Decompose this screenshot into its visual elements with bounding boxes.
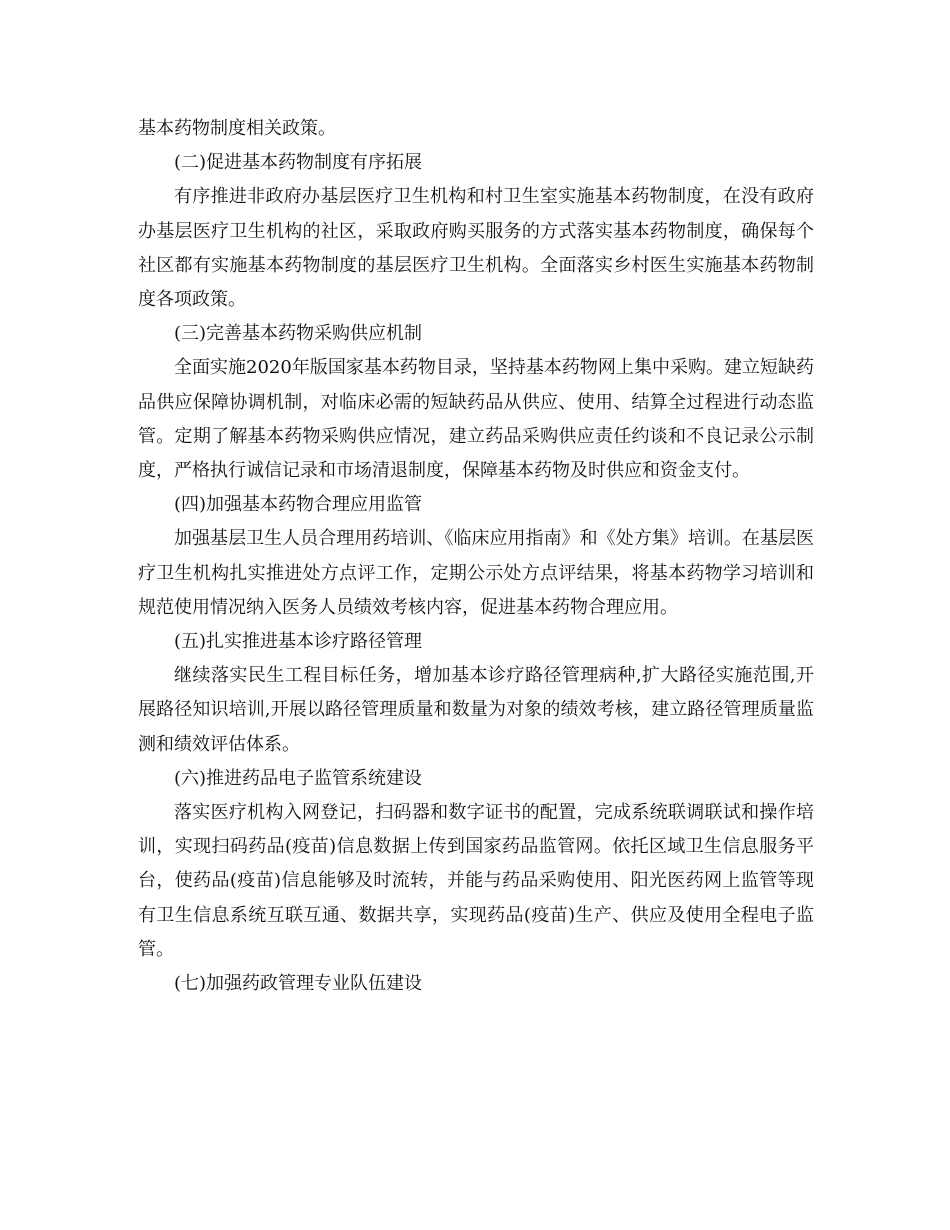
section-heading: (二)促进基本药物制度有序拓展 (174, 152, 423, 174)
section-heading: (五)扎实推进基本诊疗路径管理 (174, 631, 423, 653)
paragraph: 继续落实民生工程目标任务，增加基本诊疗路径管理病种,扩大路径实施范围,开展路径知识培训,开展以路径管理质量和数量为对象的绩效考核，建立路径管理质量监测和绩效评估体系。 (138, 665, 814, 755)
paragraph: 全面实施2020年版国家基本药物目录，坚持基本药物网上集中采购。建立短缺药品供应保障协调机制，对临床必需的短缺药品从供应、使用、结算全过程进行动态监管。定期了解基本药物采购供应情况，建立药品采购供应责任约谈和不良记录公示制度，严格执行诚信记录和市场清退制度，保障基本药物及时供应和资金支付。 (138, 357, 814, 482)
section-heading: (三)完善基本药物采购供应机制 (174, 323, 423, 345)
section-heading: (七)加强药政管理专业队伍建设 (174, 973, 423, 995)
paragraph: 加强基层卫生人员合理用药培训、《临床应用指南》和《处方集》培训。在基层医疗卫生机构扎实推进处方点评工作，定期公示处方点评结果，将基本药物学习培训和规范使用情况纳入医务人员绩效考核内容，促进基本药物合理应用。 (138, 528, 814, 618)
paragraph: 有序推进非政府办基层医疗卫生机构和村卫生室实施基本药物制度，在没有政府办基层医疗卫生机构的社区，采取政府购买服务的方式落实基本药物制度，确保每个社区都有实施基本药物制度的基层医疗卫生机构。全面落实乡村医生实施基本药物制度各项政策。 (138, 186, 814, 311)
section-heading: (四)加强基本药物合理应用监管 (174, 494, 423, 516)
paragraph: 落实医疗机构入网登记，扫码器和数字证书的配置，完成系统联调联试和操作培训，实现扫码药品(疫苗)信息数据上传到国家药品监管网。依托区域卫生信息服务平台，使药品(疫苗)信息能够及时流转，并能与药品采购使用、阳光医药网上监管等现有卫生信息系统互联互通、数据共享，实现药品(疫苗)生产、供应及使用全程电子监管。 (138, 802, 814, 960)
section-heading: (六)推进药品电子监管系统建设 (174, 767, 423, 789)
paragraph: 基本药物制度相关政策。 (138, 118, 336, 139)
document-body (138, 112, 814, 1001)
